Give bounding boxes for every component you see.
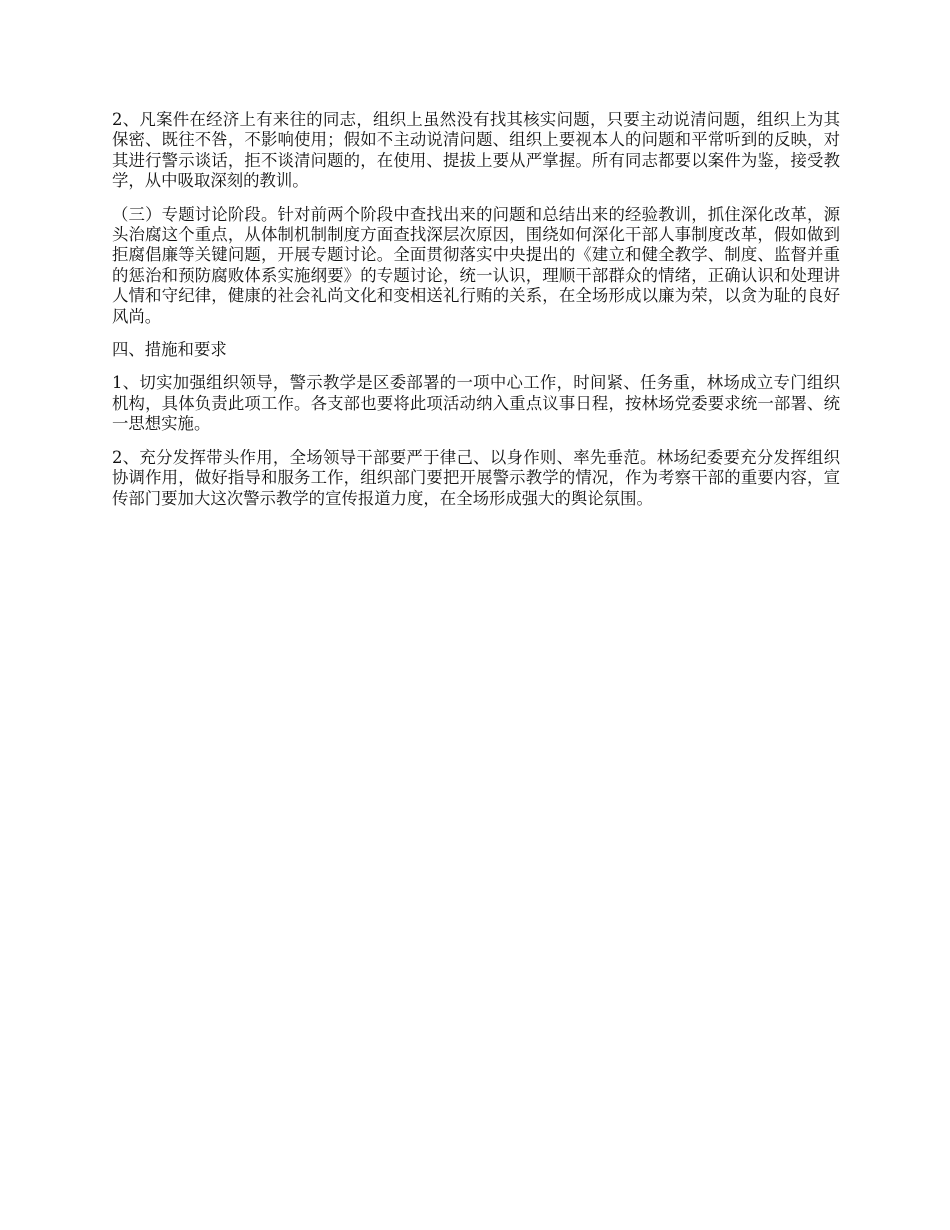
document-body: [112, 110, 840, 522]
paragraph-topic-discussion: （三）专题讨论阶段。针对前两个阶段中查找出来的问题和总结出来的经验教训，抓住深化改革，源头治腐这个重点，从体制机制制度方面查找深层次原因，围绕如何深化干部人事制度改革，假如做到拒腐倡廉等关键问题，开展专题讨论。全面贯彻落实中央提出的《建立和健全教学、制度、监督并重的惩治和预防腐败体系实施纲要》的专题讨论，统一认识，理顺干部群众的情绪，正确认识和处理讲人情和守纪律，健康的社会礼尚文化和变相送礼行贿的关系，在全场形成以廉为荣，以贪为耻的良好风尚。: [112, 204, 840, 326]
paragraph-leadership: 1、切实加强组织领导，警示教学是区委部署的一项中心工作，时间紧、任务重，林场成立专门组织机构，具体负责此项工作。各支部也要将此项活动纳入重点议事日程，按林场党委要求统一部署、统一思想实施。: [112, 373, 840, 434]
paragraph-exemplary-role: 2、充分发挥带头作用，全场领导干部要严于律己、以身作则、率先垂范。林场纪委要充分发挥组织协调作用，做好指导和服务工作，组织部门要把开展警示教学的情况，作为考察干部的重要内容，宣传部门要加大这次警示教学的宣传报道力度，在全场形成强大的舆论氛围。: [112, 447, 840, 508]
section-heading-measures: 四、措施和要求: [112, 340, 227, 360]
paragraph-case-disclosure: 2、凡案件在经济上有来往的同志，组织上虽然没有找其核实问题，只要主动说清问题，组织上为其保密、既往不咎，不影响使用；假如不主动说清问题、组织上要视本人的问题和平常听到的反映，对其进行警示谈话，拒不谈清问题的，在使用、提拔上要从严掌握。所有同志都要以案件为鉴，接受教学，从中吸取深刻的教训。: [112, 110, 840, 191]
